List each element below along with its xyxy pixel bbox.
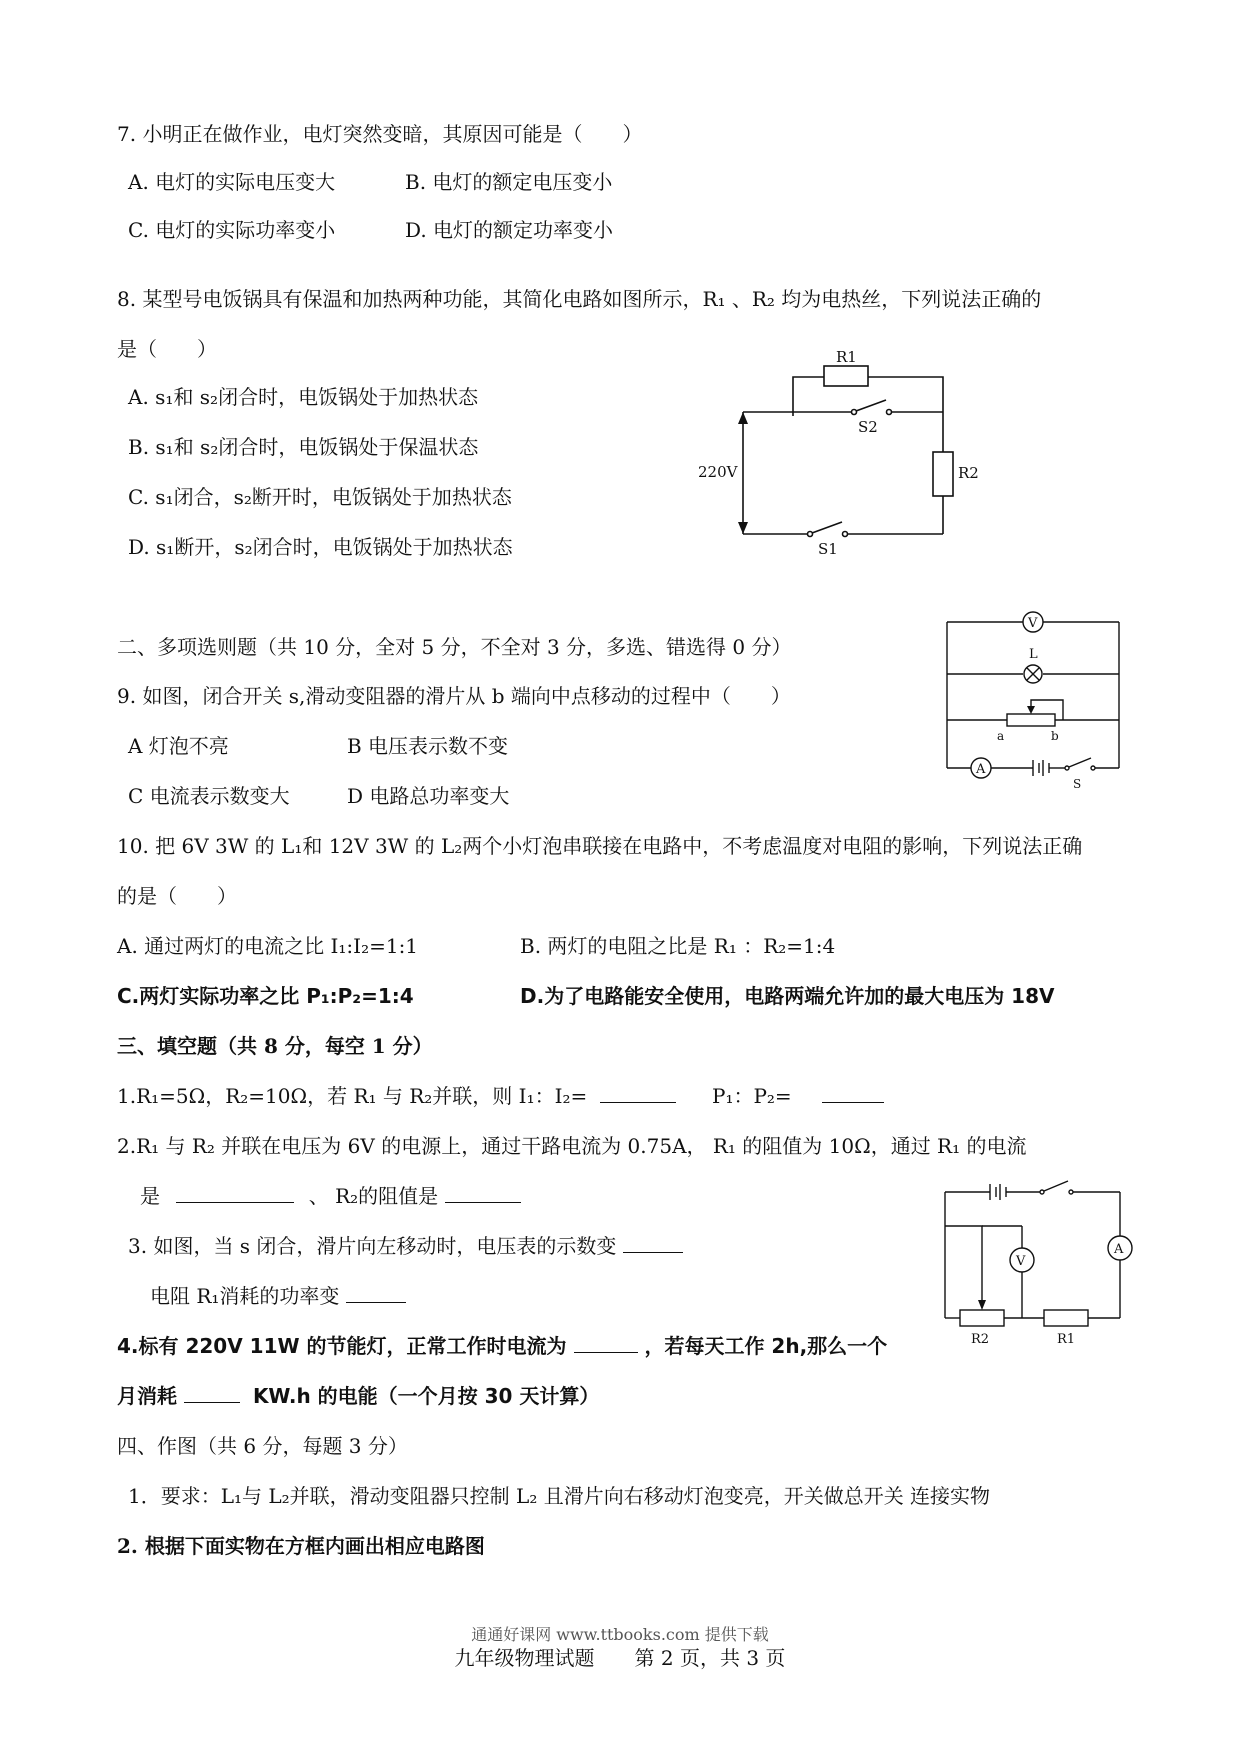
- fill-2-blank-2: [445, 1184, 521, 1203]
- q9-option-d: D 电路总功率变大: [347, 784, 510, 808]
- q10-option-a: A. 通过两灯的电流之比 I₁:I₂=1:1: [117, 934, 419, 958]
- q7-option-d: D. 电灯的额定功率变小: [405, 218, 614, 242]
- fill-4-text-2b: KW.h 的电能（一个月按 30 天计算）: [252, 1384, 600, 1408]
- q9-fig-l: L: [1029, 647, 1038, 662]
- f3-fig-r2: R2: [971, 1332, 990, 1347]
- q9-option-a: A 灯泡不亮: [128, 734, 229, 758]
- q8-fig-voltage: 220V: [698, 463, 738, 481]
- fill-4-text-2a: 月消耗: [117, 1384, 177, 1408]
- q8-fig-s2: S2: [858, 418, 878, 436]
- q8-option-c: C. s₁闭合，s₂断开时，电饭锅处于加热状态: [128, 485, 512, 509]
- fill-3-blank-2: [346, 1284, 406, 1303]
- q9-fig-b-end: b: [1051, 729, 1059, 743]
- q10-stem: 10. 把 6V 3W 的 L₁和 12V 3W 的 L₂两个小灯泡串联接在电路中，不考虑温度对电阻的影响，下列说法正确: [117, 834, 1083, 858]
- fill-3-blank-1: [623, 1234, 683, 1253]
- q9-option-c: C 电流表示数变大: [128, 784, 290, 808]
- q7-option-b: B. 电灯的额定电压变小: [405, 170, 613, 194]
- q8-option-a: A. s₁和 s₂闭合时，电饭锅处于加热状态: [128, 385, 479, 409]
- q9-circuit-diagram: [945, 612, 1125, 792]
- q8-fig-r1: R1: [836, 348, 857, 366]
- q7-option-c: C. 电灯的实际功率变小: [128, 218, 336, 242]
- f3-fig-r1: R1: [1057, 1332, 1076, 1347]
- q9-option-b: B 电压表示数不变: [347, 734, 509, 758]
- q9-fig-v: V: [1028, 616, 1038, 631]
- q8-fig-r2: R2: [958, 464, 979, 482]
- f3-fig-a-meter: A: [1114, 1242, 1124, 1257]
- fill-4-cont: [117, 1382, 599, 1410]
- fill-1-blank-1: [600, 1084, 676, 1103]
- fill-4-text-a: 4.标有 220V 11W 的节能灯，正常工作时电流为: [117, 1334, 567, 1358]
- f3-fig-v: V: [1016, 1254, 1026, 1269]
- draw-2: 2. 根据下面实物在方框内画出相应电路图: [117, 1534, 485, 1558]
- q10-stem-cont: 的是（ ）: [117, 884, 237, 908]
- q7-stem: 7. 小明正在做作业，电灯突然变暗，其原因可能是（ ）: [117, 122, 643, 146]
- fill-4-blank-1: [574, 1334, 638, 1353]
- fill-4: [117, 1332, 887, 1360]
- q8-circuit-diagram: [690, 348, 979, 558]
- fill-2-text-2b: 、 R₂的阻值是: [308, 1184, 439, 1208]
- fill-1-text-b: P₁：P₂=: [711, 1084, 792, 1108]
- draw-1: 1．要求：L₁与 L₂并联，滑动变阻器只控制 L₂ 且滑片向右移动灯泡变亮，开关做总开关 连接实物: [128, 1484, 991, 1508]
- f3-circuit-diagram: [940, 1170, 1140, 1347]
- q8-option-d: D. s₁断开，s₂闭合时，电饭锅处于加热状态: [128, 535, 513, 559]
- fill-1: [117, 1082, 884, 1110]
- fill-1-blank-2: [822, 1084, 884, 1103]
- q9-fig-a-meter: A: [976, 762, 986, 777]
- q8-stem: 8. 某型号电饭锅具有保温和加热两种功能，其简化电路如图所示，R₁ 、R₂ 均为电热丝，下列说法正确的: [117, 287, 1042, 311]
- fill-4-text-b: ，若每天工作 2h,那么一个: [644, 1334, 888, 1358]
- fill-3: [128, 1232, 683, 1260]
- section-3-title: 三、填空题（共 8 分，每空 1 分）: [117, 1034, 433, 1058]
- section-4-title: 四、作图（共 6 分，每题 3 分）: [117, 1434, 408, 1458]
- fill-2-cont: [140, 1182, 521, 1210]
- q10-option-d: D.为了电路能安全使用，电路两端允许加的最大电压为 18V: [520, 984, 1055, 1008]
- footer-watermark: 通通好课网 www.ttbooks.com 提供下载: [471, 1625, 769, 1644]
- fill-2-text-2a: 是: [140, 1184, 160, 1208]
- q7-option-a: A. 电灯的实际电压变大: [128, 170, 336, 194]
- fill-3-cont: [150, 1282, 406, 1310]
- q8-fig-s1: S1: [818, 540, 838, 558]
- page-footer: 九年级物理试题 第 2 页，共 3 页: [454, 1646, 786, 1670]
- q9-stem: 9. 如图，闭合开关 s,滑动变阻器的滑片从 b 端向中点移动的过程中（ ）: [117, 684, 791, 708]
- q8-stem-cont: 是（ ）: [117, 337, 217, 361]
- q10-option-b: B. 两灯的电阻之比是 R₁ ：R₂=1:4: [520, 934, 836, 958]
- q9-fig-a-end: a: [997, 729, 1005, 743]
- fill-1-text-a: 1.R₁=5Ω，R₂=10Ω，若 R₁ 与 R₂并联，则 I₁：I₂=: [117, 1084, 588, 1108]
- section-2-title: 二、多项选则题（共 10 分，全对 5 分，不全对 3 分，多选、错选得 0 分）: [117, 635, 792, 659]
- q8-option-b: B. s₁和 s₂闭合时，电饭锅处于保温状态: [128, 435, 479, 459]
- fill-2: 2.R₁ 与 R₂ 并联在电压为 6V 的电源上，通过干路电流为 0.75A， R₁ 的阻值为 10Ω，通过 R₁ 的电流: [117, 1134, 1027, 1158]
- fill-2-blank-1: [176, 1184, 294, 1203]
- fill-3-text-2: 电阻 R₁消耗的功率变: [150, 1284, 340, 1308]
- fill-3-text: 3. 如图，当 s 闭合，滑片向左移动时，电压表的示数变: [128, 1234, 617, 1258]
- q9-fig-s: S: [1073, 777, 1082, 791]
- fill-4-blank-2: [184, 1384, 240, 1403]
- q10-option-c: C.两灯实际功率之比 P₁:P₂=1:4: [117, 984, 414, 1008]
